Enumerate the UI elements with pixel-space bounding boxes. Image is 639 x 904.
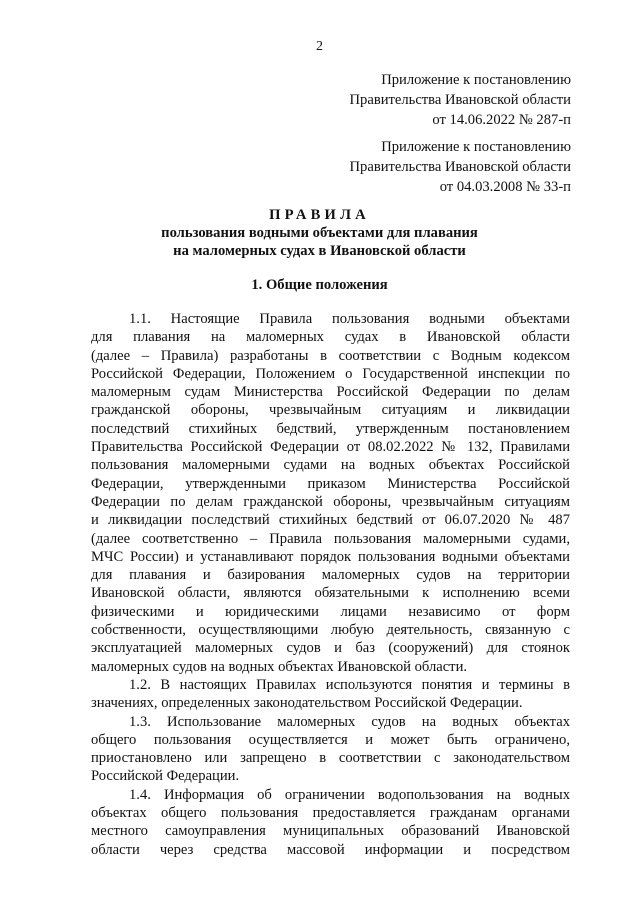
appendix-line: Приложение к постановлению [381,139,571,155]
paragraph-line: приостановлено или запрещено в соответствии с законодательством [91,750,570,767]
paragraph-last-line: маломерных судов на водных объектах Ивановской области. [91,658,468,675]
appendix-line: Правительства Ивановской области [349,92,571,108]
paragraph-line: Федерации, утвержденными приказом Министерства Российской [91,475,570,492]
paragraph-line: Российской Федерации, Положением о Государственной инспекции по [91,365,570,382]
paragraph-last-line: значениях, определенных законодательством Российской Федерации. [91,695,523,712]
paragraph-line: 1.4. Информация об ограничении водопользования на водных [129,786,570,803]
paragraph-line: для плавания и базирования маломерных судов на территории [91,567,570,584]
paragraph-line: местного самоуправления муниципальных образований Ивановской [91,823,570,840]
paragraph [91,713,570,786]
paragraph-line: 1.3. Использование маломерных судов на водных объектах [129,713,570,730]
appendix-line: Правительства Ивановской области [349,159,571,175]
appendix-line: от 14.06.2022 № 287-п [432,112,571,128]
paragraph-line: области через средства массовой информации и посредством [91,841,570,858]
paragraph-line: МЧС России) и устанавливают порядок пользования водными объектами [91,548,570,565]
section-heading: 1. Общие положения [251,277,388,293]
paragraph-line: маломерным судам Министерства Российской Федерации по делам [91,384,570,401]
paragraph-line: и ликвидации последствий стихийных бедствий от 06.07.2020 № 487 [91,512,570,529]
paragraph [91,676,570,713]
page-number: 2 [316,39,323,54]
appendix-note-current [350,70,571,130]
paragraph-last-line: Российской Федерации. [91,768,240,785]
paragraph-line: 1.1. Настоящие Правила пользования водными объектами [129,311,570,327]
paragraph-line: объектах общего пользования предоставляется гражданам органами [91,805,570,822]
appendix-line: от 04.03.2008 № 33-п [439,179,571,195]
paragraph [91,310,570,676]
paragraph-line: 1.2. В настоящих Правилах используются понятия и термины в [129,676,570,693]
appendix-note-original [350,137,571,197]
paragraph-line: для плавания на маломерных судах в Ивановской области [91,329,570,346]
paragraph-line: гражданской обороны, чрезвычайным ситуациям и ликвидации [91,402,570,419]
paragraph-line: последствий стихийных бедствий, утвержденным постановлением [91,420,570,437]
appendix-line: Приложение к постановлению [381,72,571,88]
paragraph-line: собственности, осуществляющими любую деятельность, связанную с [91,622,570,639]
paragraph-line: (далее соответственно – Правила пользования маломерными судами, [91,530,570,547]
title-subtitle-line: на маломерных судах в Ивановской области [173,243,466,259]
paragraph-line: пользования маломерными судами на водных объектах Российской [91,457,570,474]
paragraph-line: эксплуатацией маломерных судов и баз (сооружений) для стоянок [91,640,570,657]
paragraph [91,786,570,859]
document-title [0,206,639,260]
paragraph-line: Ивановской области, являются обязательными к исполнению всеми [91,585,570,602]
paragraph-line: Правительства Российской Федерации от 08.02.2022 № 132, Правилами [91,439,570,456]
title-subtitle-line: пользования водными объектами для плавания [161,225,478,241]
title-main: ПРАВИЛА [269,207,370,223]
paragraph-line: (далее – Правила) разработаны в соответствии с Водным кодексом [91,347,570,364]
paragraph-line: Федерации по делам гражданской обороны, чрезвычайным ситуациям [91,493,570,510]
paragraph-line: общего пользования осуществляется и может быть ограничено, [91,731,570,748]
paragraph-line: физическими и юридическими лицами независимо от форм [91,603,570,620]
body-text [91,310,570,859]
